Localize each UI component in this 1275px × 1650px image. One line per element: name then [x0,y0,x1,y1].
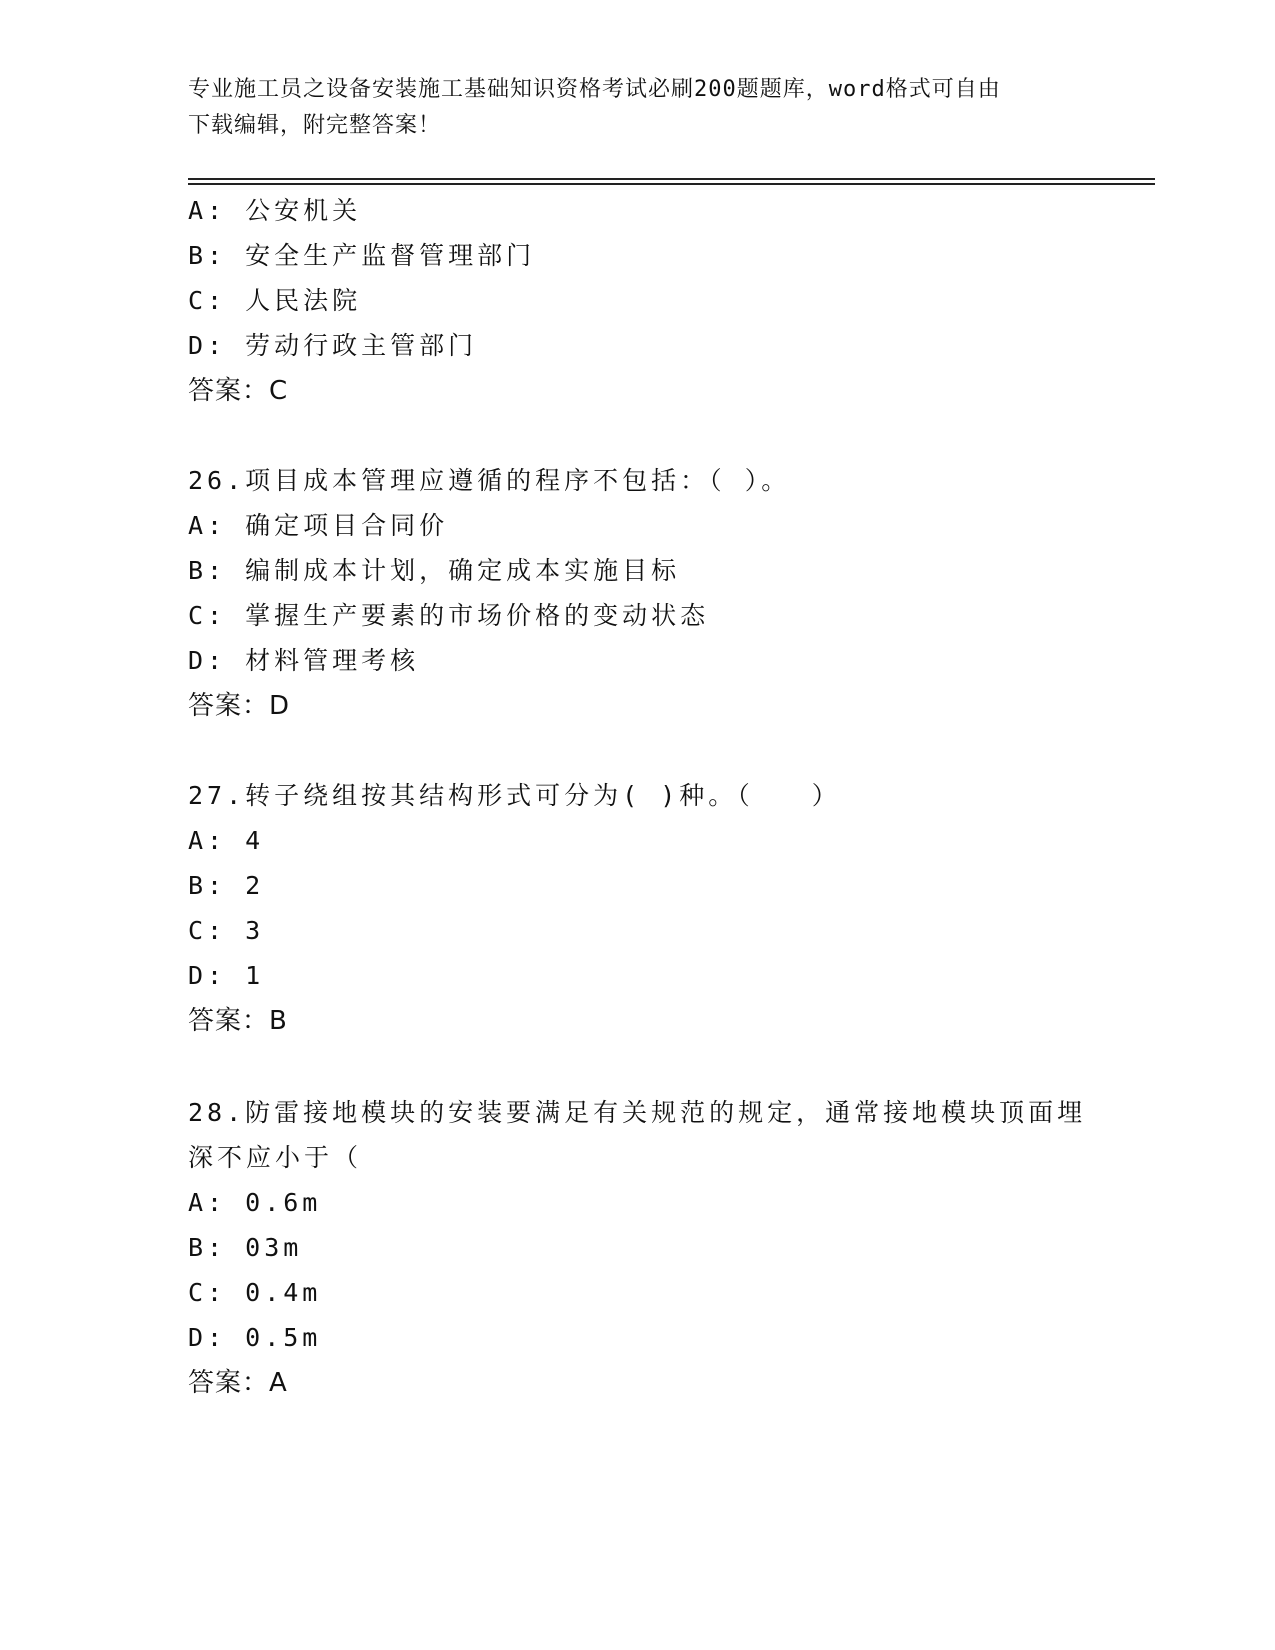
q26-answer: 答案：D [188,691,291,721]
q26-option-b: B: 编制成本计划，确定成本实施目标 [188,556,681,585]
q28-question-line-2: 深不应小于（ [188,1143,363,1172]
header-divider-bottom [188,183,1155,185]
q26-option-d: D: 材料管理考核 [188,646,420,675]
q28-option-b: B: 03m [188,1233,303,1262]
header-line-2: 下载编辑，附完整答案！ [188,113,442,138]
q25-option-c: C: 人民法院 [188,286,362,315]
q27-option-d: D: 1 [188,961,265,990]
document-header [188,72,1088,144]
q28-option-d: D: 0.5m [188,1323,322,1352]
q28-option-a: A: 0.6m [188,1188,322,1217]
q28-option-c: C: 0.4m [188,1278,322,1307]
q25-option-a: A: 公安机关 [188,196,362,225]
q27-option-b: B: 2 [188,871,265,900]
q25-option-b: B: 安全生产监督管理部门 [188,241,536,270]
q26-question: 26.项目成本管理应遵循的程序不包括：（ ）。 [188,466,791,495]
q28-answer: 答案：A [188,1368,288,1398]
q26-option-a: A: 确定项目合同价 [188,511,449,540]
q26-option-c: C: 掌握生产要素的市场价格的变动状态 [188,601,710,630]
q27-option-a: A: 4 [188,826,265,855]
q27-option-c: C: 3 [188,916,265,945]
header-divider-top [188,178,1155,180]
header-line-1: 专业施工员之设备安装施工基础知识资格考试必刷200题题库，word格式可自由 [188,77,1001,102]
q27-answer: 答案：B [188,1006,288,1036]
q25-answer: 答案：C [188,376,289,406]
q28-question-line-1: 28.防雷接地模块的安装要满足有关规范的规定，通常接地模块顶面埋 [188,1098,1087,1127]
q25-option-d: D: 劳动行政主管部门 [188,331,478,360]
q27-question: 27.转子绕组按其结构形式可分为( )种。（ ） [188,781,841,810]
